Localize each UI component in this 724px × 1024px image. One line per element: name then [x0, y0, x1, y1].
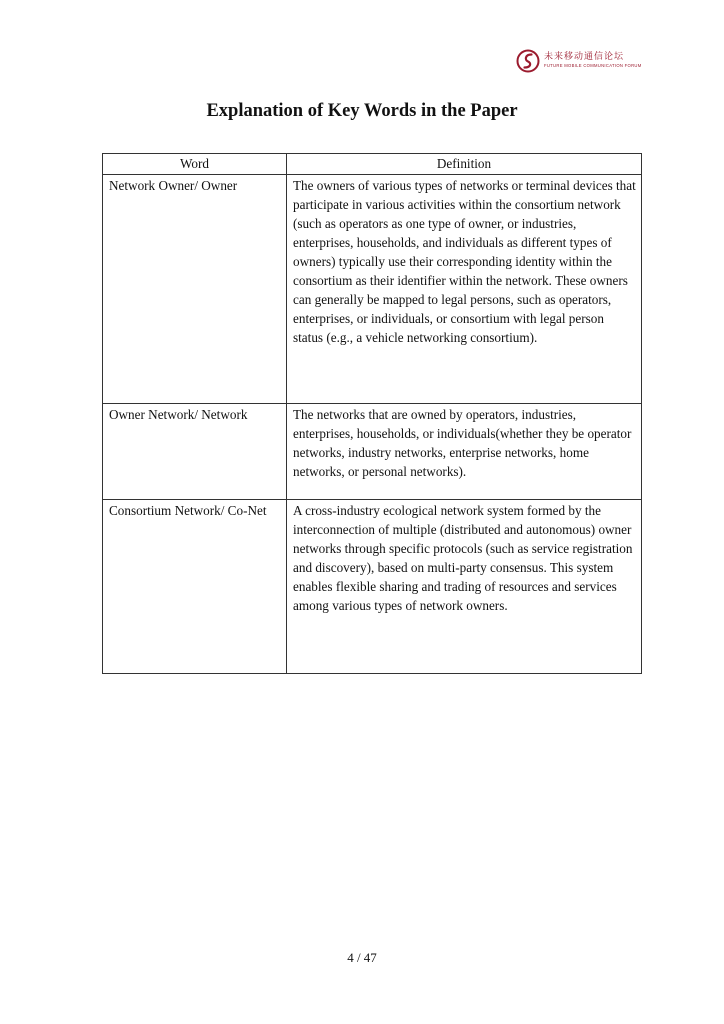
- logo-chinese-name: 未来移动通信论坛: [544, 52, 625, 63]
- forum-logo-text: [544, 53, 642, 68]
- definition-cell: The owners of various types of networks or terminal devices that participate in various activities within the consortium network (such as operators as one type of owner, or industries, enterprises, households, and individuals as different types of owners) typically use their corresponding identity within the consortium as their identifier within the network. These owners can generally be mapped to legal persons, such as operators, enterprises, or individuals, or consortium with legal person status (e.g., a vehicle networking consortium).: [287, 175, 642, 404]
- page-number: 4 / 47: [347, 950, 377, 965]
- definition-cell: The networks that are owned by operators, industries, enterprises, households, or individuals(whether they be operator networks, industry networks, enterprise networks, home networks, or personal networks).: [287, 404, 642, 500]
- table-header-row: [103, 154, 642, 175]
- term-cell: Network Owner/ Owner: [103, 175, 287, 404]
- table-row: [103, 404, 642, 500]
- term-cell: Consortium Network/ Co-Net: [103, 500, 287, 674]
- column-header-word: Word: [103, 154, 287, 175]
- table-row: [103, 175, 642, 404]
- column-header-definition: Definition: [287, 154, 642, 175]
- term-cell: Owner Network/ Network: [103, 404, 287, 500]
- forum-logo-icon: [516, 49, 540, 73]
- table-row: [103, 500, 642, 674]
- page-title: Explanation of Key Words in the Paper: [206, 101, 518, 121]
- forum-logo: [516, 48, 640, 74]
- logo-english-name: FUTURE MOBILE COMMUNICATION FORUM: [544, 63, 642, 69]
- definition-cell: A cross-industry ecological network system formed by the interconnection of multiple (distributed and autonomous) owner networks through specific protocols (such as service registration and discovery), based on multi-party consensus. This system enables flexible sharing and trading of resources and services among various types of network owners.: [287, 500, 642, 674]
- key-words-table: [102, 153, 642, 674]
